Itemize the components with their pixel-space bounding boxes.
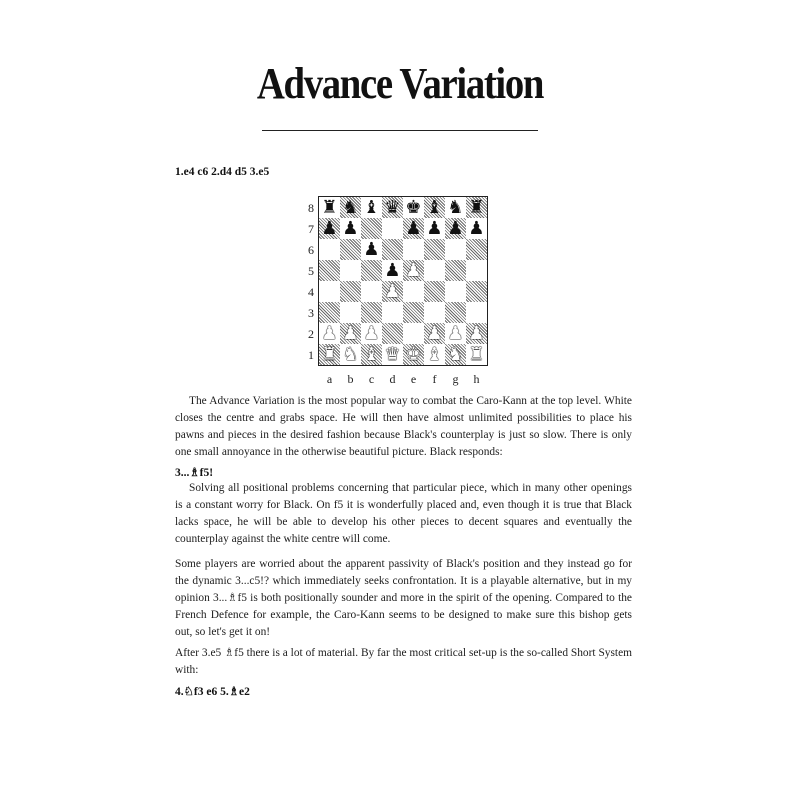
rank-label: 7	[308, 222, 314, 236]
board-square-d8	[382, 197, 403, 218]
file-label: g	[452, 372, 459, 386]
board-square-a3	[319, 302, 340, 323]
white-pawn-icon: ♟	[363, 322, 380, 344]
file-label: d	[389, 372, 396, 386]
white-king-icon: ♚	[405, 343, 422, 365]
black-rook-icon: ♜	[321, 196, 338, 218]
board-square-e3	[403, 302, 424, 323]
board-square-b5	[340, 260, 361, 281]
black-pawn-icon: ♟	[426, 217, 443, 239]
board-square-d3	[382, 302, 403, 323]
board-square-d4	[382, 281, 403, 302]
board-square-e6	[403, 239, 424, 260]
board-square-h2	[466, 323, 487, 344]
file-label: f	[432, 372, 437, 386]
rank-label: 1	[308, 348, 314, 362]
board-square-f6	[424, 239, 445, 260]
rank-label: 8	[308, 201, 314, 215]
board-square-h8	[466, 197, 487, 218]
board-square-c8	[361, 197, 382, 218]
board-square-a7	[319, 218, 340, 239]
board-square-a5	[319, 260, 340, 281]
move-three: 3...♗f5!	[175, 467, 214, 479]
file-label: h	[473, 372, 480, 386]
board-square-c2	[361, 323, 382, 344]
board-square-g7	[445, 218, 466, 239]
board-square-g6	[445, 239, 466, 260]
board-square-c3	[361, 302, 382, 323]
white-pawn-icon: ♟	[384, 280, 401, 302]
board-square-d2	[382, 323, 403, 344]
white-pawn-icon: ♟	[468, 322, 485, 344]
board-square-b7	[340, 218, 361, 239]
board-square-f8	[424, 197, 445, 218]
rank-label: 3	[308, 306, 314, 320]
black-pawn-icon: ♟	[342, 217, 359, 239]
black-king-icon: ♚	[405, 196, 422, 218]
rank-label: 4	[308, 285, 314, 299]
white-pawn-icon: ♟	[342, 322, 359, 344]
board-square-g1	[445, 344, 466, 365]
white-pawn-icon: ♟	[321, 322, 338, 344]
board-square-h1	[466, 344, 487, 365]
white-knight-icon: ♞	[342, 343, 359, 365]
file-label: a	[326, 372, 333, 386]
rank-label: 5	[308, 264, 314, 278]
board-square-b3	[340, 302, 361, 323]
white-pawn-icon: ♟	[405, 259, 422, 281]
rank-label: 6	[308, 243, 314, 257]
board-square-d1	[382, 344, 403, 365]
black-pawn-icon: ♟	[321, 217, 338, 239]
board-square-a2	[319, 323, 340, 344]
paragraph-alternative: Some players are worried about the apparent passivity of Black's position and they instead go for the dynamic 3...c5!? which immediately seeks confrontation. It is a playable alternative, but in my opinion 3...♗f5 is both positionally sounder and more in the spirit of the opening. Compared to the French Defence for example, the Caro-Kann seems to be designed to make sure this bishop gets out, so let's get it on!	[175, 558, 632, 638]
page-title: Advance Variation	[256, 59, 544, 108]
board-square-h7	[466, 218, 487, 239]
board-square-f4	[424, 281, 445, 302]
board-square-g4	[445, 281, 466, 302]
board-square-f7	[424, 218, 445, 239]
board-square-a6	[319, 239, 340, 260]
board-square-c1	[361, 344, 382, 365]
board-square-b4	[340, 281, 361, 302]
white-pawn-icon: ♟	[426, 322, 443, 344]
board-square-h6	[466, 239, 487, 260]
file-label: c	[368, 372, 375, 386]
white-queen-icon: ♛	[384, 343, 401, 365]
board-square-h3	[466, 302, 487, 323]
opening-moves: 1.e4 c6 2.d4 d5 3.e5	[175, 166, 270, 178]
board-square-a1	[319, 344, 340, 365]
title-divider	[262, 130, 538, 131]
board-square-f2	[424, 323, 445, 344]
black-pawn-icon: ♟	[405, 217, 422, 239]
board-square-c4	[361, 281, 382, 302]
board-square-b2	[340, 323, 361, 344]
board-square-c7	[361, 218, 382, 239]
white-bishop-icon: ♝	[363, 343, 380, 365]
board-square-g3	[445, 302, 466, 323]
board-square-e7	[403, 218, 424, 239]
white-pawn-icon: ♟	[447, 322, 464, 344]
black-pawn-icon: ♟	[384, 259, 401, 281]
white-knight-icon: ♞	[447, 343, 464, 365]
black-knight-icon: ♞	[447, 196, 464, 218]
black-pawn-icon: ♟	[468, 217, 485, 239]
paragraph-short-system: After 3.e5 ♗f5 there is a lot of material. By far the most critical set-up is the so-called Short System with:	[175, 647, 632, 676]
board-square-c6	[361, 239, 382, 260]
black-pawn-icon: ♟	[447, 217, 464, 239]
board-square-a8	[319, 197, 340, 218]
board-square-e8	[403, 197, 424, 218]
board-square-h5	[466, 260, 487, 281]
board-square-b1	[340, 344, 361, 365]
board-square-c5	[361, 260, 382, 281]
board-square-b6	[340, 239, 361, 260]
black-queen-icon: ♛	[384, 196, 401, 218]
black-rook-icon: ♜	[468, 196, 485, 218]
black-pawn-icon: ♟	[363, 238, 380, 260]
board-square-a4	[319, 281, 340, 302]
board-square-g2	[445, 323, 466, 344]
board-square-g8	[445, 197, 466, 218]
black-bishop-icon: ♝	[363, 196, 380, 218]
rank-label: 2	[308, 327, 314, 341]
white-rook-icon: ♜	[468, 343, 485, 365]
white-bishop-icon: ♝	[426, 343, 443, 365]
board-square-e4	[403, 281, 424, 302]
paragraph-intro: The Advance Variation is the most popular way to combat the Caro-Kann at the top level. White closes the centre and grabs space. He will then have almost unlimited possibilities to place his pawns and pieces in the desired fashion because Black's counterplay is just so slow. There is only one small annoyance in the otherwise beautiful picture. Black responds:	[175, 395, 632, 458]
board-square-e2	[403, 323, 424, 344]
board-square-d6	[382, 239, 403, 260]
black-knight-icon: ♞	[342, 196, 359, 218]
board-square-e5	[403, 260, 424, 281]
white-rook-icon: ♜	[321, 343, 338, 365]
black-bishop-icon: ♝	[426, 196, 443, 218]
chess-board	[318, 196, 488, 366]
board-square-h4	[466, 281, 487, 302]
board-square-e1	[403, 344, 424, 365]
paragraph-bishop: Solving all positional problems concerning that particular piece, which in many other openings is a constant worry for Black. On f5 it is wonderfully placed and, even though it is true that Black lacks space, he will be able to develop his other pieces to decent squares and eventually the counterplay against the white centre will come.	[175, 482, 632, 545]
board-square-b8	[340, 197, 361, 218]
board-square-g5	[445, 260, 466, 281]
board-square-d5	[382, 260, 403, 281]
board-square-f1	[424, 344, 445, 365]
board-square-f3	[424, 302, 445, 323]
file-label: b	[347, 372, 354, 386]
board-square-d7	[382, 218, 403, 239]
board-square-f5	[424, 260, 445, 281]
file-label: e	[410, 372, 417, 386]
move-four: 4.♘f3 e6 5.♗e2	[175, 686, 250, 698]
